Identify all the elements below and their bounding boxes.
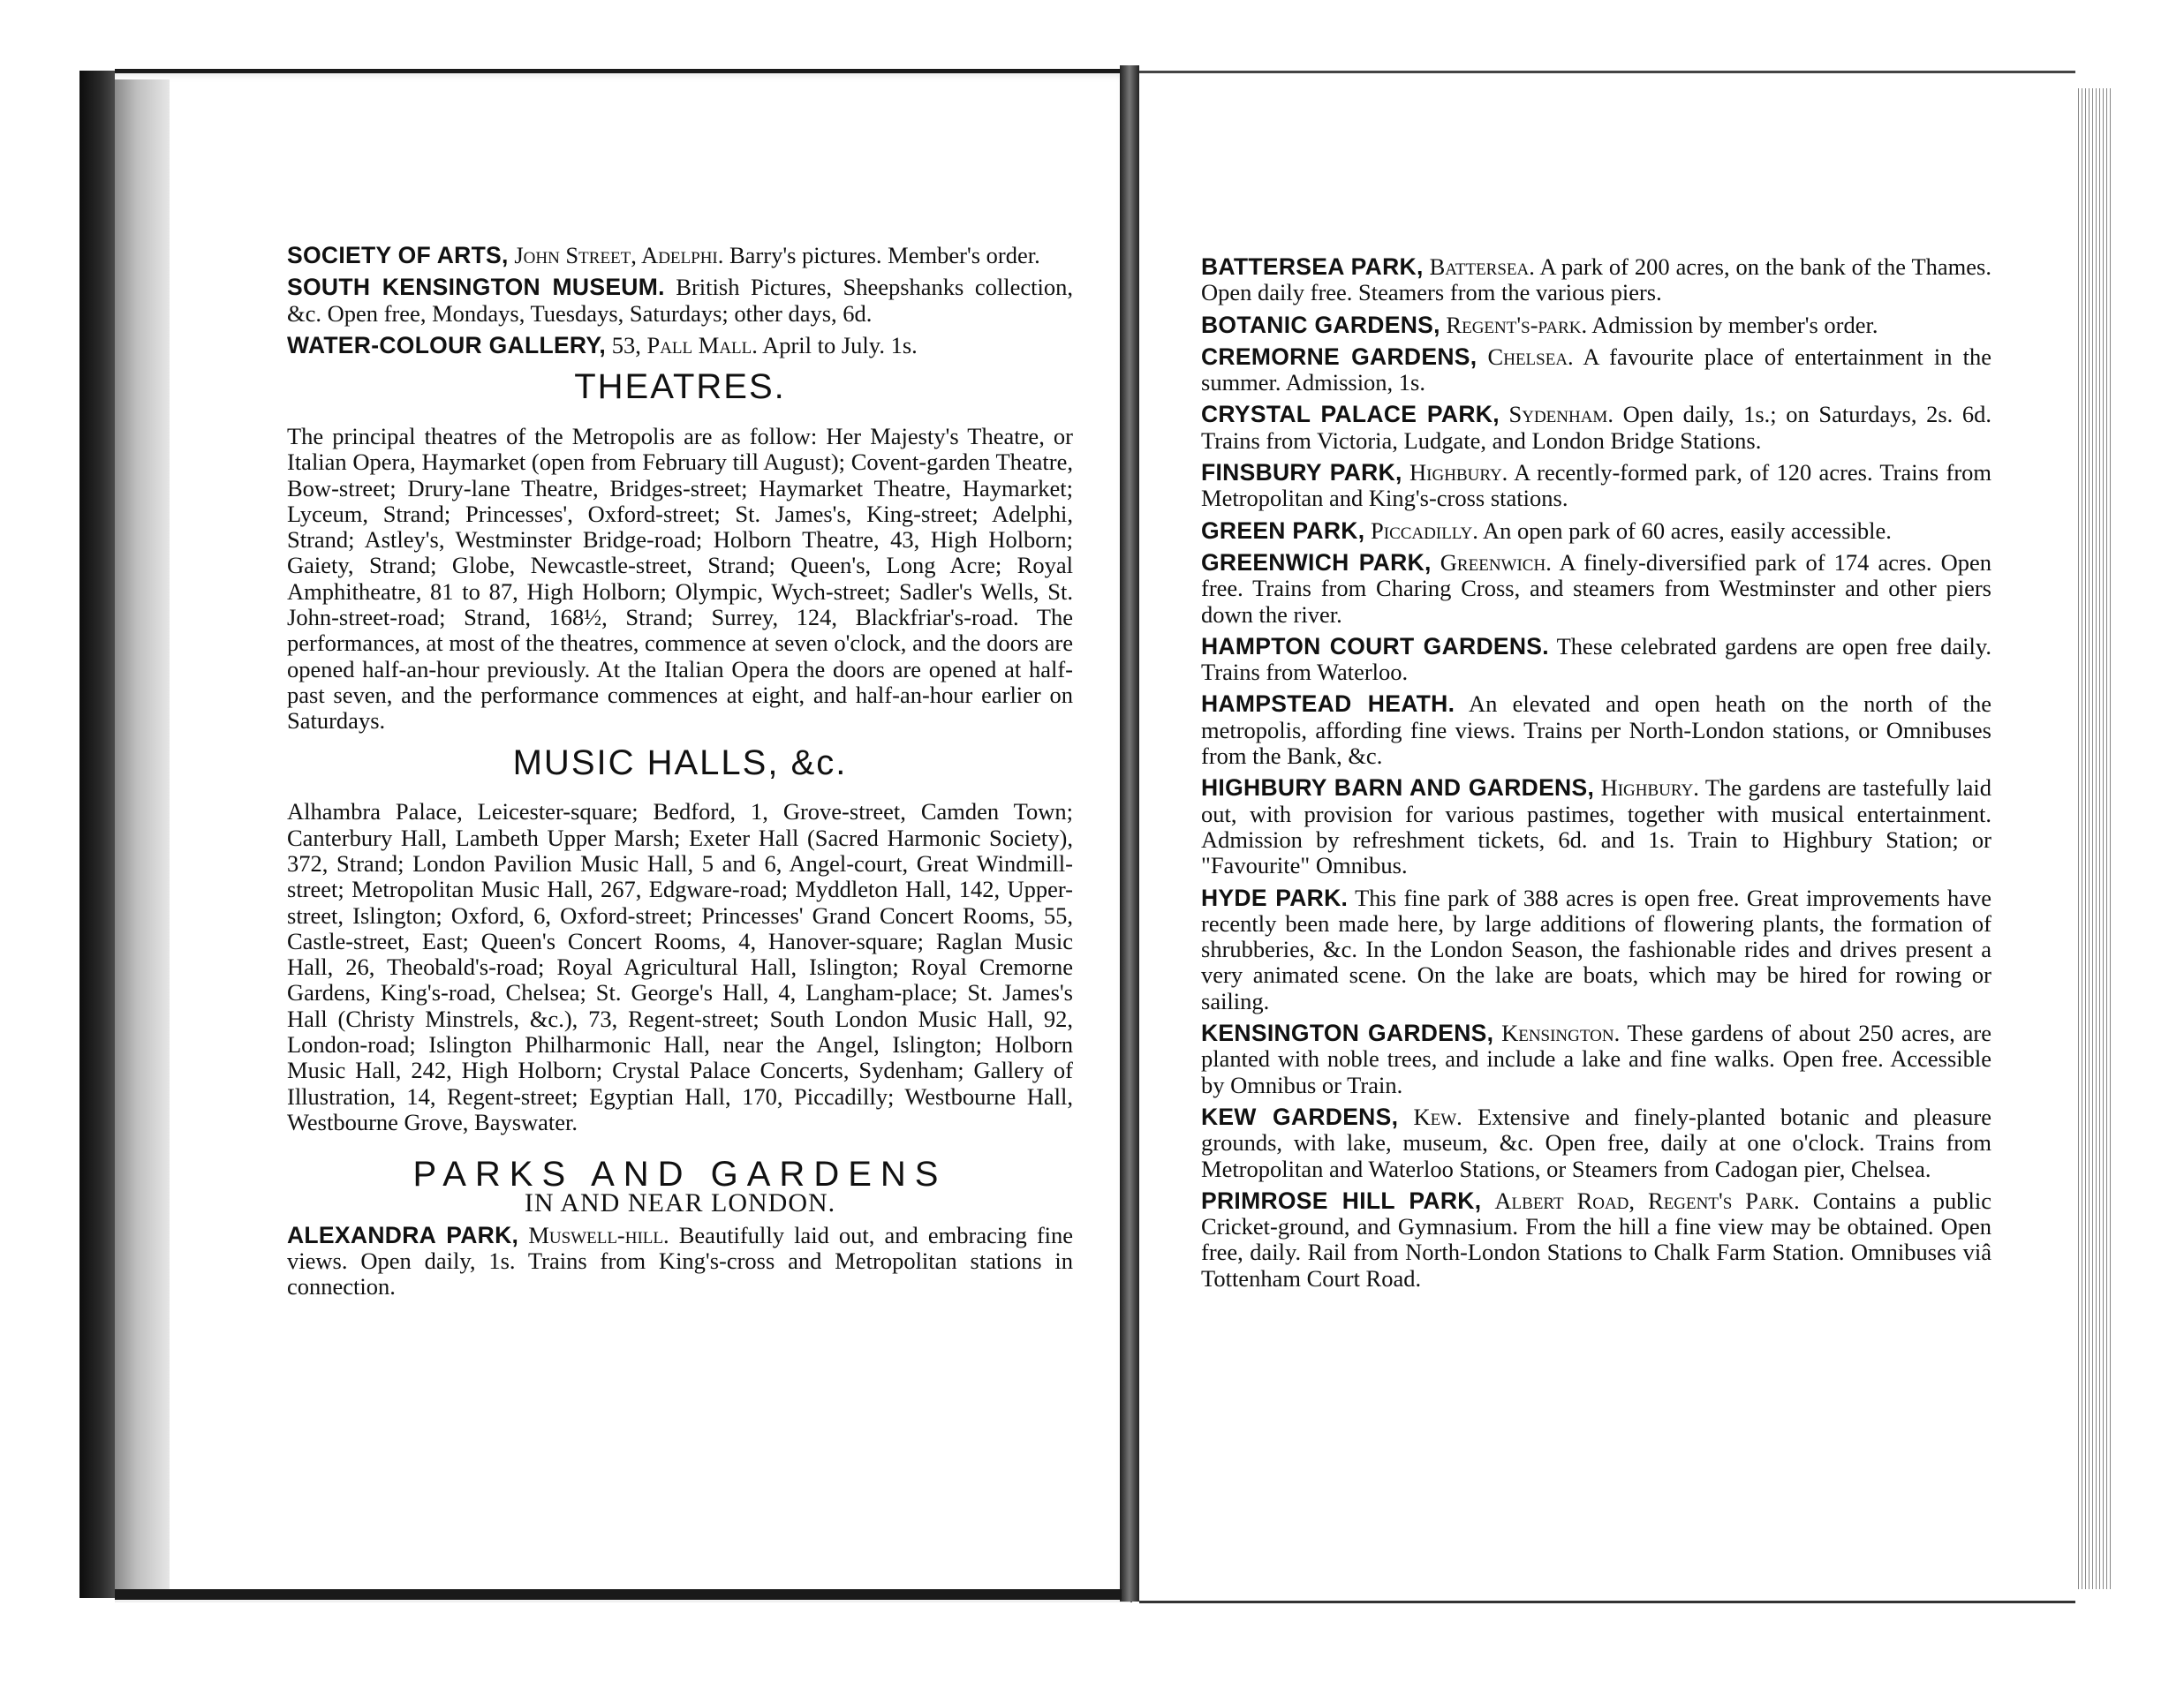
park-entry — [1201, 1104, 1991, 1182]
park-entry — [1201, 460, 1991, 512]
theatres-heading: THEATRES. — [574, 367, 786, 407]
park-entry — [1201, 1021, 1991, 1098]
right-page-edges — [2075, 88, 2111, 1589]
park-entry — [1201, 313, 1991, 338]
left-page-edge — [115, 79, 170, 1594]
park-entry-description: A favourite place of entertainment in the summer. Admission, 1s. — [1201, 343, 1991, 396]
park-entry-name: HIGHBURY BARN AND GARDENS, — [1201, 774, 1595, 802]
park-entry — [1201, 254, 1991, 306]
parks-gardens-heading: PARKS AND GARDENS — [412, 1155, 948, 1195]
park-entry-name: GREEN PARK, — [1201, 516, 1365, 544]
park-entry-description: Admission by member's order. — [1591, 311, 1878, 338]
park-entry-location: Piccadilly. — [1371, 516, 1478, 544]
bottom-binding — [115, 1589, 1122, 1600]
park-entry-location: Highbury. — [1600, 774, 1699, 802]
park-entry-description: These gardens of about 250 acres, are planted with noble trees, and include a lake and fine walks. Open free. Accessible by Omnibus or Train. — [1201, 1020, 1991, 1098]
park-entry — [1201, 691, 1991, 769]
park-entry-description: The gardens are tastefully laid out, with provision for various pastimes, together with musical entertainment. Admission by refreshment tickets, 6d. and 1s. Train to Highbury Station; or "Favourite" Omnibus. — [1201, 774, 1992, 879]
left-column — [287, 243, 1073, 1307]
park-entry-description: These celebrated gardens are open free daily. Trains from Waterloo. — [1201, 632, 1991, 686]
entry-water-colour-gallery: WATER-COLOUR GALLERY, 53, Pall Mall. April to July. 1s. — [287, 331, 918, 358]
park-entry-name: KENSINGTON GARDENS, — [1201, 1020, 1494, 1047]
park-entry-name: FINSBURY PARK, — [1201, 459, 1402, 486]
park-entry-description: An open park of 60 acres, easily accessible. — [1483, 516, 1892, 544]
park-entry-name: HYDE PARK. — [1201, 884, 1349, 911]
park-entry-description: A recently-formed park, of 120 acres. Trains from Metropolitan and King's-cross stations. — [1201, 459, 1992, 512]
park-entry — [1201, 886, 1991, 1014]
park-entry-name: CRYSTAL PALACE PARK, — [1201, 401, 1500, 428]
theatres-paragraph: The principal theatres of the Metropolis are as follow: Her Majesty's Theatre, or Italian Opera, Haymarket (open from February till August); Covent-garden Theatre, Bow-street; Drury-lane Theatre, Bridges-street; Haymarket Theatre, Haymarket; Lyceum, Strand; Princesses', Oxford-street; St. James's, King-street; Adelphi, Strand; Astley's, Westminster Bridge-road; Holborn Theatre, 43, High Holborn; Gaiety, Strand; Globe, Newcastle-street, Strand; Queen's, Long Acre; Royal Amphitheatre, 81 to 87, High Holborn; Olympic, Wych-street; Sadler's Wells, St. John-street-road; Strand, 168½, Strand; Surrey, 124, Blackfriar's-road. The performances, at most of the theatres, commence at seven o'clock, and the doors are opened half-an-hour previously. At the Italian Opera the doors are opened at half-past seven, and the performance commences at eight, and half-an-hour earlier on Saturdays. — [287, 422, 1073, 735]
park-entry-location: Kew. — [1413, 1103, 1462, 1130]
entry-society-of-arts: SOCIETY OF ARTS, John Street, Adelphi. Barry's pictures. Member's order. — [287, 242, 1040, 268]
park-entry-name: CREMORNE GARDENS, — [1201, 343, 1477, 370]
park-entry — [1201, 1188, 1991, 1292]
park-entry-description: An elevated and open heath on the north of the metropolis, affording fine views. Trains per North-London stations, or Omnibuses from the Bank, &c. — [1201, 690, 1991, 770]
park-entry — [1201, 775, 1991, 878]
park-entry-location: Battersea. — [1429, 253, 1535, 280]
park-entry-location: Kensington. — [1501, 1020, 1621, 1047]
park-entry-description: This fine park of 388 acres is open free. Great improvements have recently been made here, by large additions of flowering plants, the formation of shrubberies, &c. In the London Season, the fashionable rides and drives present a very animated scene. On the lake are boats, which may be hired for rowing or sailing. — [1201, 884, 1991, 1014]
park-entry-location: Albert Road, Regent's Park. — [1494, 1187, 1800, 1214]
park-entry-location: Highbury. — [1409, 459, 1508, 486]
parks-gardens-subheading: IN AND NEAR LONDON. — [524, 1187, 836, 1217]
book-spine-shadow — [79, 71, 115, 1598]
music-halls-paragraph: Alhambra Palace, Leicester-square; Bedford, 1, Grove-street, Camden Town; Canterbury Hall, Lambeth Upper Marsh; Exeter Hall (Sacred Harmonic Society), 372, Strand; London Pavilion Music Hall, 5 and 6, Angel-court, Great Windmill-street; Metropolitan Music Hall, 267, Edgware-road; Myddleton Hall, 142, Upper-street, Islington; Oxford, 6, Oxford-street; Princesses' Grand Concert Rooms, 55, Castle-street, East; Queen's Concert Rooms, 4, Hanover-square; Raglan Music Hall, 26, Theobald's-road; Royal Agricultural Hall, Islington; Royal Cremorne Gardens, King's-road, Chelsea; St. George's Hall, 4, Langham-place; St. James's Hall (Christy Minstrels, &c.), 73, Regent-street; South London Music Hall, 92, London-road; Islington Philharmonic Hall, near the Angel, Islington; Holborn Music Hall, 242, High Holborn; Crystal Palace Concerts, Sydenham; Gallery of Illustration, 14, Regent-street; Egyptian Hall, 170, Piccadilly; Westbourne Hall, Westbourne Grove, Bayswater. — [287, 798, 1073, 1135]
park-entry-description: Contains a public Cricket-ground, and Gymnasium. From the hill a fine view may be obtained. Open free, daily. Rail from North-London Stations to Chalk Farm Station. Omnibuses viâ Tottenham Court Road. — [1201, 1187, 1991, 1292]
right-column — [1201, 254, 1991, 1298]
park-entry-location: Regent's-park. — [1446, 311, 1588, 338]
entry-alexandra-park: ALEXANDRA PARK, Muswell-hill. Beautifully laid out, and embracing fine views. Open daily, 1s. Trains from King's-cross and Metropolitan stations in connection. — [287, 1221, 1074, 1300]
park-entry-name: HAMPTON COURT GARDENS. — [1201, 632, 1549, 660]
park-entry-name: PRIMROSE HILL PARK, — [1201, 1187, 1482, 1214]
park-entry-location: Greenwich. — [1440, 548, 1552, 576]
entry-south-kensington-museum: SOUTH KENSINGTON MUSEUM. British Pictures, Sheepshanks collection, &c. Open free, Mondays, Tuesdays, Saturdays; other days, 6d. — [287, 274, 1073, 327]
park-entry-location: Sydenham. — [1508, 401, 1613, 428]
park-entry — [1201, 518, 1991, 544]
park-entry — [1201, 402, 1991, 454]
park-entry-description: A finely-diversified park of 174 acres. Open free. Trains from Charing Cross, and steamers from Westminster and other piers down the river. — [1201, 548, 1992, 628]
park-entry — [1201, 550, 1991, 628]
park-entry — [1201, 634, 1991, 686]
park-entry-description: A park of 200 acres, on the bank of the Thames. Open daily free. Steamers from the various piers. — [1201, 253, 1991, 306]
park-entry-name: GREENWICH PARK, — [1201, 548, 1432, 576]
park-entry-name: KEW GARDENS, — [1201, 1103, 1399, 1130]
park-entry-name: BOTANIC GARDENS, — [1201, 311, 1440, 338]
music-halls-heading: MUSIC HALLS, &c. — [512, 743, 848, 782]
park-entry-location: Chelsea. — [1487, 343, 1574, 370]
page-gutter — [1120, 65, 1139, 1602]
park-entry-name: HAMPSTEAD HEATH. — [1201, 690, 1455, 718]
park-entry — [1201, 344, 1991, 396]
park-entry-name: BATTERSEA PARK, — [1201, 253, 1424, 280]
park-entry-description: Open daily, 1s.; on Saturdays, 2s. 6d. Trains from Victoria, Ludgate, and London Bridge Stations. — [1201, 401, 1992, 454]
park-entry-description: Extensive and finely-planted botanic and pleasure grounds, with lake, museum, &c. Open free, daily at one o'clock. Trains from Metropolitan and Waterloo Stations, or Steamers from Cadogan pier, Chelsea. — [1201, 1103, 1991, 1182]
